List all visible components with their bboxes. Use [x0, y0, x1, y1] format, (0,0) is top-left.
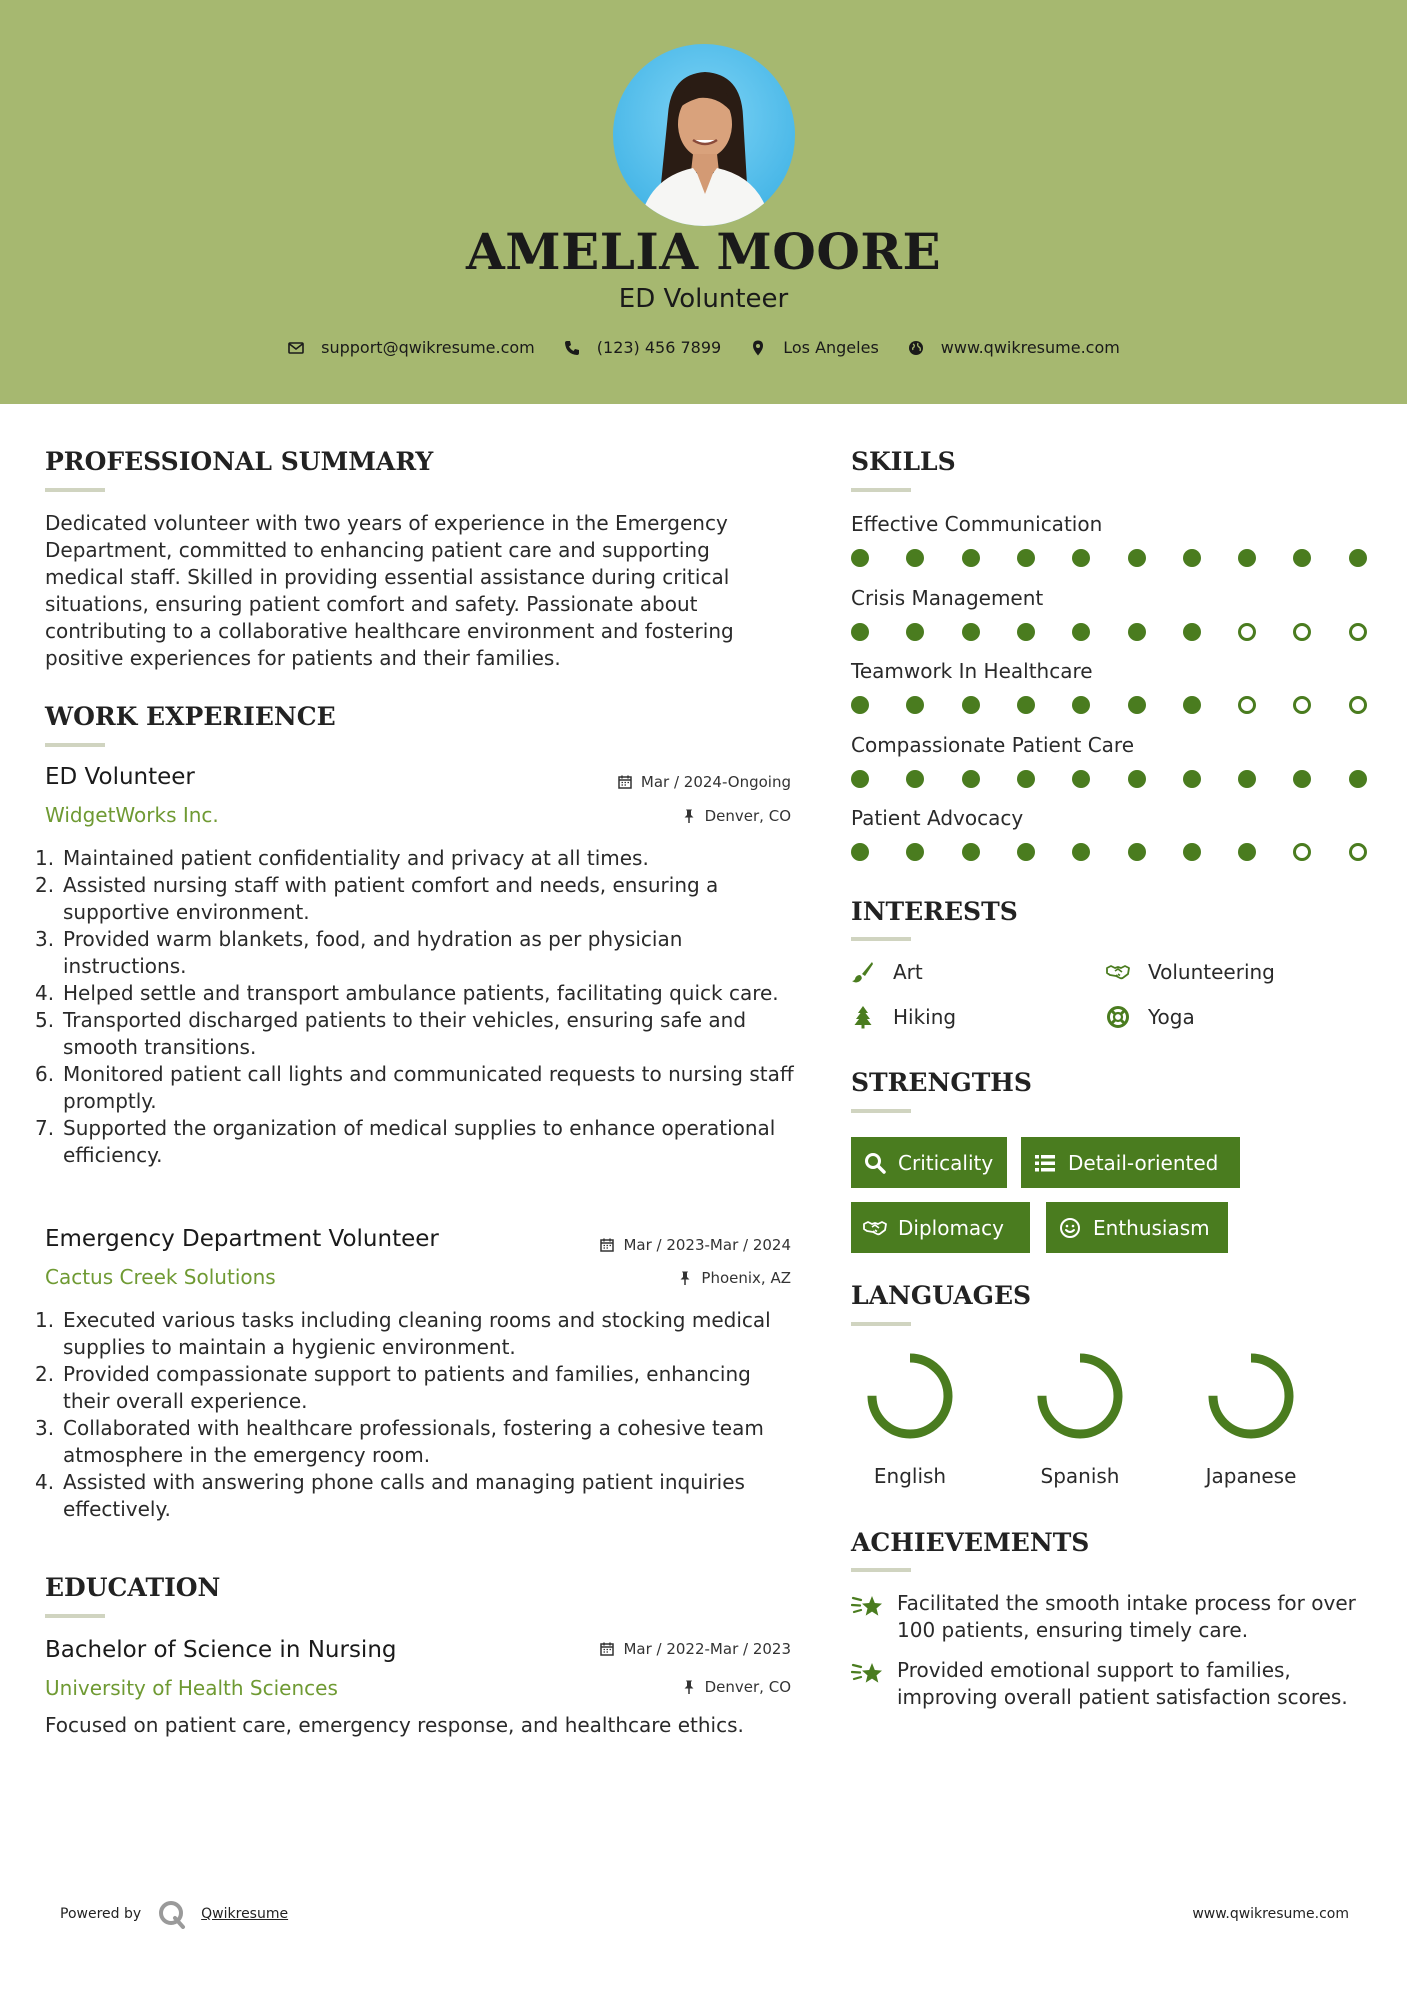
degree-title: Bachelor of Science in Nursing	[45, 1637, 397, 1663]
rating-dot-filled	[1349, 549, 1367, 567]
proficiency-arc	[1213, 1358, 1289, 1434]
rating-dot-filled	[851, 696, 869, 714]
rating-dot-filled	[962, 623, 980, 641]
interest-label: Art	[893, 960, 923, 984]
list-item: 1. Maintained patient confidentiality and privacy at all times.	[35, 846, 649, 870]
job-dates	[617, 773, 791, 791]
rating-dot-filled	[1183, 843, 1201, 861]
rating-dot-filled	[962, 770, 980, 788]
strength-tag-enthusiasm	[1046, 1202, 1228, 1253]
globe-icon	[907, 339, 925, 357]
rating-dot-filled	[851, 549, 869, 567]
achievement-item	[851, 1657, 1371, 1711]
duty-list	[35, 1307, 795, 1523]
rating-dot-filled	[1072, 549, 1090, 567]
calendar-icon	[617, 774, 633, 790]
education-location	[681, 1678, 791, 1696]
language-proficiency-ring	[1203, 1348, 1299, 1444]
education-heading: EDUCATION	[45, 1573, 221, 1602]
achievements-heading: ACHIEVEMENTS	[851, 1528, 1090, 1557]
strengths-heading: STRENGTHS	[851, 1068, 1032, 1097]
language-name: Spanish	[1040, 1464, 1120, 1488]
job-location	[681, 807, 791, 825]
interest-hiking	[851, 1005, 956, 1029]
dates-text: Mar / 2023-Mar / 2024	[623, 1236, 791, 1254]
company-name: Cactus Creek Solutions	[45, 1265, 276, 1289]
education-dates	[599, 1640, 791, 1658]
rating-dot-filled	[906, 770, 924, 788]
brand-link[interactable]: Qwikresume	[201, 1906, 289, 1922]
rating-dot-filled	[1238, 770, 1256, 788]
rating-dot-filled	[1128, 770, 1146, 788]
strength-label: Diplomacy	[898, 1215, 1005, 1240]
skill-name: Crisis Management	[851, 586, 1044, 610]
pushpin-icon	[677, 1270, 693, 1286]
rating-dot-filled	[962, 843, 980, 861]
rating-dot-filled	[1017, 623, 1035, 641]
rating-dot-filled	[962, 549, 980, 567]
rating-dot-filled	[1017, 696, 1035, 714]
list-item: 1. Executed various tasks including cleaning rooms and stocking medical supplies to maintain a hygienic environment.	[35, 1308, 771, 1359]
list-item: 3. Collaborated with healthcare professionals, fostering a cohesive team atmosphere in the emergency room.	[35, 1416, 764, 1467]
languages-heading: LANGUAGES	[851, 1281, 1032, 1310]
section-divider	[45, 743, 105, 747]
footer-powered-by	[60, 1899, 288, 1929]
contact-phone[interactable]	[563, 338, 721, 357]
location-text: Denver, CO	[704, 807, 791, 825]
list-item: 7. Supported the organization of medical supplies to enhance operational efficiency.	[35, 1116, 776, 1167]
rating-dot-filled	[1017, 770, 1035, 788]
list-item: 4. Helped settle and transport ambulance patients, facilitating quick care.	[35, 981, 779, 1005]
section-divider	[851, 488, 911, 492]
rating-dot-filled	[1072, 623, 1090, 641]
pushpin-icon	[681, 808, 697, 824]
job-title: Emergency Department Volunteer	[45, 1226, 439, 1252]
rating-dot-filled	[1293, 770, 1311, 788]
rating-dot-filled	[1128, 843, 1146, 861]
section-divider	[45, 1614, 105, 1618]
list-item: 4. Assisted with answering phone calls and managing patient inquiries effectively.	[35, 1470, 745, 1521]
summary-heading: PROFESSIONAL SUMMARY	[45, 447, 434, 476]
rating-dot-filled	[1183, 696, 1201, 714]
experience-heading: WORK EXPERIENCE	[45, 702, 336, 731]
dates-text: Mar / 2022-Mar / 2023	[623, 1640, 791, 1658]
section-divider	[851, 1322, 911, 1326]
strength-label: Criticality	[898, 1150, 994, 1175]
interest-label: Hiking	[893, 1005, 957, 1029]
interest-yoga	[1106, 1005, 1195, 1029]
skills-heading: SKILLS	[851, 447, 956, 476]
list-item: 6. Monitored patient call lights and communicated requests to nursing staff promptly.	[35, 1062, 794, 1113]
rating-dot-filled	[906, 623, 924, 641]
language-item	[1191, 1348, 1311, 1488]
rating-dot-filled	[1128, 696, 1146, 714]
email-text: support@qwikresume.com	[321, 338, 535, 357]
achievement-text: Facilitated the smooth intake process for over 100 patients, ensuring timely care.	[897, 1591, 1356, 1642]
contact-bar	[0, 338, 1407, 357]
list-item: 2. Assisted nursing staff with patient comfort and needs, ensuring a supportive environment.	[35, 873, 719, 924]
rating-dot-filled	[1183, 770, 1201, 788]
location-text: Los Angeles	[783, 338, 879, 357]
rating-dot-filled	[962, 696, 980, 714]
strength-tag-criticality	[851, 1137, 1007, 1188]
rating-dot-filled	[1293, 549, 1311, 567]
job-title: ED Volunteer	[45, 764, 195, 790]
rating-dot-filled	[906, 696, 924, 714]
rating-dot-empty	[1349, 696, 1367, 714]
contact-website[interactable]	[907, 338, 1120, 357]
education-description: Focused on patient care, emergency response, and healthcare ethics.	[45, 1713, 744, 1737]
rating-dot-filled	[1017, 549, 1035, 567]
smile-icon	[1058, 1216, 1082, 1240]
rating-dot-filled	[1072, 843, 1090, 861]
footer-website[interactable]: www.qwikresume.com	[1192, 1906, 1349, 1922]
handshake-icon	[863, 1216, 887, 1240]
profile-photo	[613, 44, 795, 226]
rating-dot-empty	[1349, 843, 1367, 861]
rating-dot-empty	[1293, 623, 1311, 641]
location-text: Denver, CO	[704, 1678, 791, 1696]
rating-dot-filled	[1017, 843, 1035, 861]
skill-name: Effective Communication	[851, 512, 1103, 536]
rating-dot-empty	[1293, 843, 1311, 861]
phone-icon	[563, 339, 581, 357]
resume-header	[0, 0, 1407, 404]
dates-text: Mar / 2024-Ongoing	[640, 773, 791, 791]
achievement-item	[851, 1590, 1371, 1644]
candidate-role: ED Volunteer	[618, 284, 789, 314]
rating-dot-filled	[1238, 549, 1256, 567]
rating-dot-filled	[1183, 623, 1201, 641]
rating-dot-filled	[1128, 623, 1146, 641]
shooting-star-icon	[851, 1590, 885, 1624]
rating-dot-filled	[906, 843, 924, 861]
list-item: 3. Provided warm blankets, food, and hydration as per physician instructions.	[35, 927, 683, 978]
achievement-text: Provided emotional support to families, improving overall patient satisfaction scores.	[897, 1658, 1348, 1709]
rating-dot-filled	[1072, 770, 1090, 788]
strength-label: Detail-oriented	[1068, 1150, 1219, 1175]
calendar-icon	[599, 1237, 615, 1253]
interest-art	[851, 960, 923, 984]
language-proficiency-ring	[862, 1348, 958, 1444]
section-divider	[851, 1568, 911, 1572]
phone-text: (123) 456 7899	[596, 338, 722, 357]
section-divider	[851, 1109, 911, 1113]
skill-name: Compassionate Patient Care	[851, 733, 1135, 757]
tree-icon	[851, 1005, 875, 1029]
duty-list	[35, 845, 795, 1169]
rating-dot-filled	[1128, 549, 1146, 567]
rating-dot-filled	[1183, 549, 1201, 567]
interest-label: Volunteering	[1148, 960, 1275, 984]
rating-dot-filled	[1238, 843, 1256, 861]
paintbrush-icon	[851, 960, 875, 984]
strength-tag-diplomacy	[851, 1202, 1030, 1253]
skill-rating	[851, 549, 1371, 569]
website-text: www.qwikresume.com	[940, 338, 1120, 357]
summary-text: Dedicated volunteer with two years of experience in the Emergency Department, committed to enhancing patient care and supporting medical staff. Skilled in providing essential assistance during critical situations, ensuring patient comfort and safety. Passionate about contributing to a collaborative healthcare environment and fostering positive experiences for patients and their families.	[45, 511, 734, 670]
strength-label: Enthusiasm	[1093, 1215, 1210, 1240]
contact-location	[749, 338, 879, 357]
language-item	[850, 1348, 970, 1488]
rating-dot-empty	[1238, 623, 1256, 641]
skill-rating	[851, 623, 1371, 643]
handshake-icon	[1106, 960, 1130, 984]
language-name: Japanese	[1205, 1464, 1297, 1488]
rating-dot-filled	[1072, 696, 1090, 714]
shooting-star-icon	[851, 1657, 885, 1691]
section-divider	[45, 488, 105, 492]
rating-dot-filled	[1349, 770, 1367, 788]
location-text: Phoenix, AZ	[701, 1269, 791, 1287]
skill-name: Patient Advocacy	[851, 806, 1024, 830]
job-dates	[599, 1236, 791, 1254]
skill-rating	[851, 696, 1371, 716]
qwikresume-logo-icon	[157, 1899, 187, 1929]
skill-rating	[851, 770, 1371, 790]
contact-email[interactable]	[287, 338, 535, 357]
rating-dot-filled	[851, 770, 869, 788]
list-icon	[1033, 1151, 1057, 1175]
lifebuoy-icon	[1106, 1005, 1130, 1029]
interest-label: Yoga	[1148, 1005, 1195, 1029]
candidate-name: AMELIA MOORE	[465, 222, 942, 281]
language-name: English	[873, 1464, 947, 1488]
skill-rating	[851, 843, 1371, 863]
search-icon	[863, 1151, 887, 1175]
rating-dot-empty	[1293, 696, 1311, 714]
list-item: 2. Provided compassionate support to patients and families, enhancing their overall experience.	[35, 1362, 751, 1413]
company-name: WidgetWorks Inc.	[45, 803, 219, 827]
rating-dot-filled	[851, 843, 869, 861]
language-proficiency-ring	[1032, 1348, 1128, 1444]
proficiency-arc	[1042, 1358, 1118, 1434]
rating-dot-filled	[851, 623, 869, 641]
list-item: 5. Transported discharged patients to their vehicles, ensuring safe and smooth transitions.	[35, 1008, 747, 1059]
rating-dot-empty	[1238, 696, 1256, 714]
interest-volunteering	[1106, 960, 1275, 984]
pushpin-icon	[681, 1679, 697, 1695]
skill-name: Teamwork In Healthcare	[851, 659, 1093, 683]
powered-by-text: Powered by	[60, 1906, 142, 1922]
rating-dot-filled	[906, 549, 924, 567]
rating-dot-empty	[1349, 623, 1367, 641]
envelope-icon	[287, 339, 305, 357]
proficiency-arc	[872, 1358, 948, 1434]
strength-tag-detail-oriented	[1021, 1137, 1240, 1188]
calendar-icon	[599, 1641, 615, 1657]
map-pin-icon	[749, 339, 767, 357]
section-divider	[851, 937, 911, 941]
school-name: University of Health Sciences	[45, 1676, 338, 1700]
interests-heading: INTERESTS	[851, 897, 1018, 926]
job-location	[677, 1269, 791, 1287]
language-item	[1020, 1348, 1140, 1488]
